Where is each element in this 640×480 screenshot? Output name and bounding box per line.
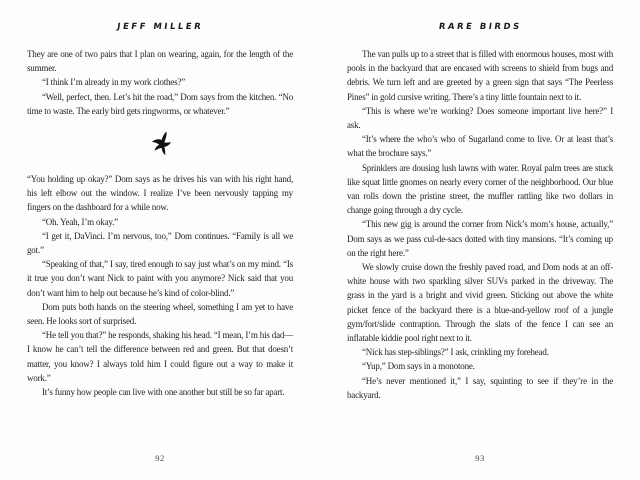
running-head-author: JEFF MILLER [116,22,204,32]
paragraph: It’s funny how people can live with one another but still be so far apart. [42,387,285,398]
right-page-body [347,47,613,402]
left-page-body-bottom [27,172,293,399]
page-number-left: 92 [155,453,165,463]
paragraph: “Speaking of that,” I say, tired enough to say just what’s on my mind. “Is it true you don’t want Nick to paint with you anymore? Nick said that you don’t want him to help out because he’s kind of color-blind.” [27,259,293,298]
paragraph: “Well, perfect, then. Let’s hit the road,” Dom says from the kitchen. “No time to waste. The early bird gets ringworms, or whatever.” [27,91,293,116]
paragraph: “He’s never mentioned it,” I say, squinting to see if they’re in the backyard. [347,375,613,400]
paragraph: “He tell you that?” he responds, shaking his head. “I mean, I’m his dad—I know he can’t tell the difference between red and green. But that doesn’t matter, you know? I always told him I could figure out a way to make it work.” [27,330,293,383]
paragraph: Dom puts both hands on the steering wheel, something I am yet to have seen. He looks sort of surprised. [27,301,293,327]
left-page-body-top [27,47,293,118]
paragraph: “It’s where the who’s who of Sugarland come to live. Or at least that’s what the brochure says.” [347,134,613,159]
paragraph: “Oh. Yeah, I’m okay.” [42,216,118,227]
paragraph: “I get it, DaVinci. I’m nervous, too,” Dom continues. “Family is all we got.” [27,230,293,256]
paragraph: “I think I’m already in my work clothes?” [42,77,185,88]
paragraph: Sprinklers are dousing lush lawns with water. Royal palm trees are stuck like squat little gnomes on nearly every corner of the neighborhood. Our blue van rolls down the pristine street, the muffler rattling like two dollars in change going through a dry cycle. [347,162,613,216]
paragraph: “Yup,” Dom says in a monotone. [362,361,475,372]
page-number-right: 93 [475,453,485,463]
paragraph: They are one of two pairs that I plan on wearing, again, for the length of the summer. [27,49,293,74]
paragraph: “This new gig is around the corner from Nick’s mom’s house, actually,” Dom says as we pass cul-de-sacs dotted with tiny mansions. “It’s coming up on the right here.” [347,219,613,258]
scene-break [0,129,320,159]
bird-ornament-icon [147,130,174,159]
paragraph: “This is where we’re working? Does someone important live here?” I ask. [347,105,613,131]
paragraph: “Nick has step-siblings?” I ask, crinkling my forehead. [362,347,549,358]
paragraph: We slowly cruise down the freshly paved road, and Dom nods at an off-white house with two sparkling silver SUVs parked in the driveway. The grass in the yard is a bright and vivid green. Sticking out above the white picket fence of the backyard there is a blue-and-yellow roof of a jungle gym/fort/slide contraption. Through the slats of the fence I can see an inflatable kiddie pool right next to it. [347,262,613,344]
right-page [320,0,640,480]
paragraph: The van pulls up to a street that is filled with enormous houses, most with pools in the backyard that are encased with screens to shield from bugs and debris. We turn left and are greeted by a green sign that says “The Peerless Pines” in gold cursive writing. There’s a tiny little fountain next to it. [347,49,613,102]
paragraph: “You holding up okay?” Dom says as he drives his van with his right hand, his left elbow out the window. I realize I’ve been nervously tapping my fingers on the dashboard for a while now. [27,174,293,213]
running-head-title: RARE BIRDS [438,22,523,32]
